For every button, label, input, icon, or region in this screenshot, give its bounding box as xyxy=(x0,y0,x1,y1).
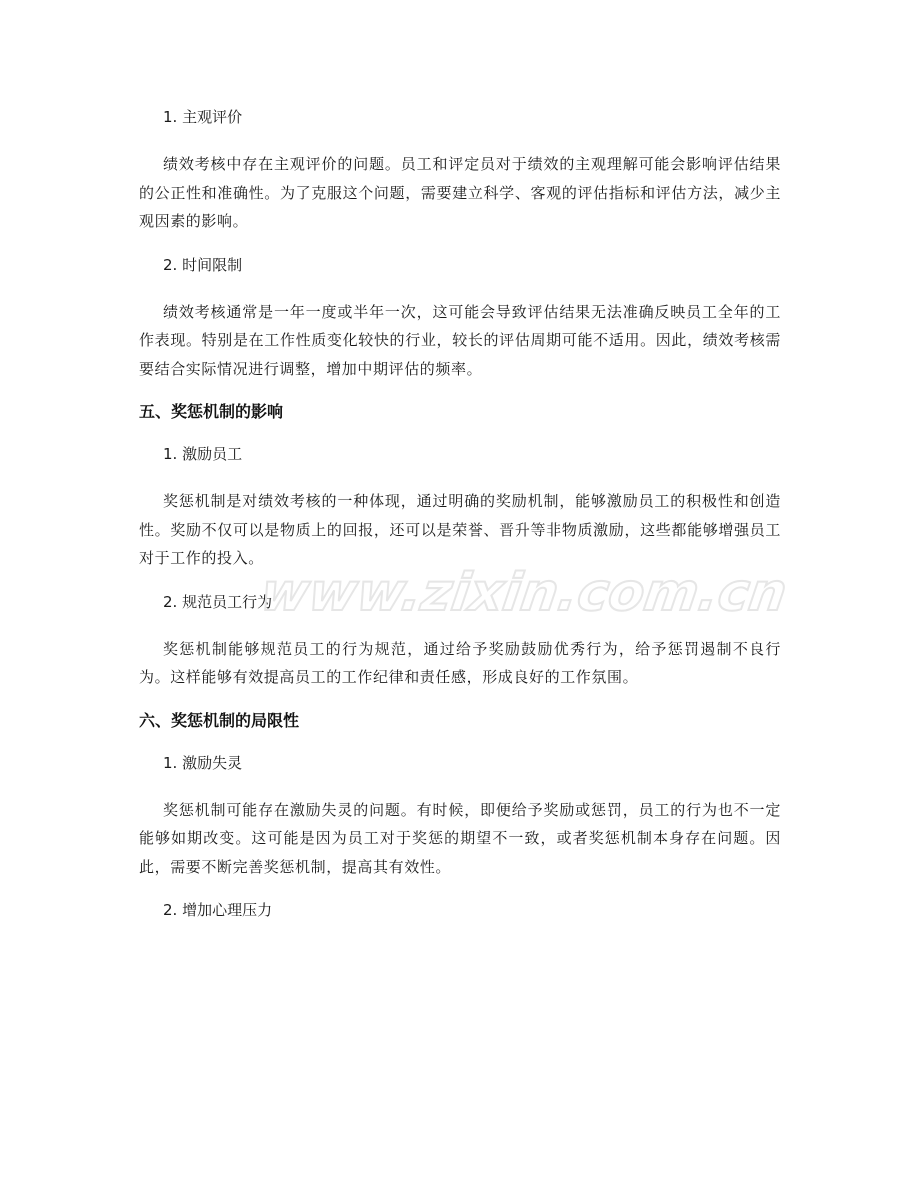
paragraph-time-limit: 绩效考核通常是一年一度或半年一次，这可能会导致评估结果无法准确反映员工全年的工作表现。特别是在工作性质变化较快的行业，较长的评估周期可能不适用。因此，绩效考核需要结合实际情况进行调整，增加中期评估的频率。 xyxy=(139,302,781,378)
subheading-motivate-employees: 1. 激励员工 xyxy=(163,445,243,463)
paragraph-regulate-behavior: 奖惩机制能够规范员工的行为规范，通过给予奖励鼓励优秀行为，给予惩罚遏制不良行为。这样能够有效提高员工的工作纪律和责任感，形成良好的工作氛围。 xyxy=(139,639,781,686)
section-heading-reward-impact: 五、奖惩机制的影响 xyxy=(139,402,284,421)
subheading-psychological-pressure: 2. 增加心理压力 xyxy=(163,901,273,919)
svg-text:www.zixin.com.cn: www.zixin.com.cn xyxy=(256,563,791,623)
subheading-time-limit: 2. 时间限制 xyxy=(163,255,243,274)
subheading-regulate-behavior: 2. 规范员工行为 xyxy=(163,592,273,611)
paragraph-incentive-failure: 奖惩机制可能存在激励失灵的问题。有时候，即便给予奖励或惩罚，员工的行为也不一定能够如期改变。这可能是因为员工对于奖惩的期望不一致，或者奖惩机制本身存在问题。因此，需要不断完善奖惩机制，提高其有效性。 xyxy=(139,800,781,876)
section-heading-reward-limitations: 六、奖惩机制的局限性 xyxy=(139,710,300,730)
paragraph-subjective-evaluation: 绩效考核中存在主观评价的问题。员工和评定员对于绩效的主观理解可能会影响评估结果的公正性和准确性。为了克服这个问题，需要建立科学、客观的评估指标和评估方法，减少主观因素的影响。 xyxy=(139,155,781,230)
paragraph-motivate-employees: 奖惩机制是对绩效考核的一种体现，通过明确的奖励机制，能够激励员工的积极性和创造性。奖励不仅可以是物质上的回报，还可以是荣誉、晋升等非物质激励，这些都能够增强员工对于工作的投入。 xyxy=(139,492,781,567)
document-body xyxy=(139,104,781,923)
subheading-subjective-evaluation: 1. 主观评价 xyxy=(163,108,243,126)
subheading-incentive-failure: 1. 激励失灵 xyxy=(163,753,243,772)
